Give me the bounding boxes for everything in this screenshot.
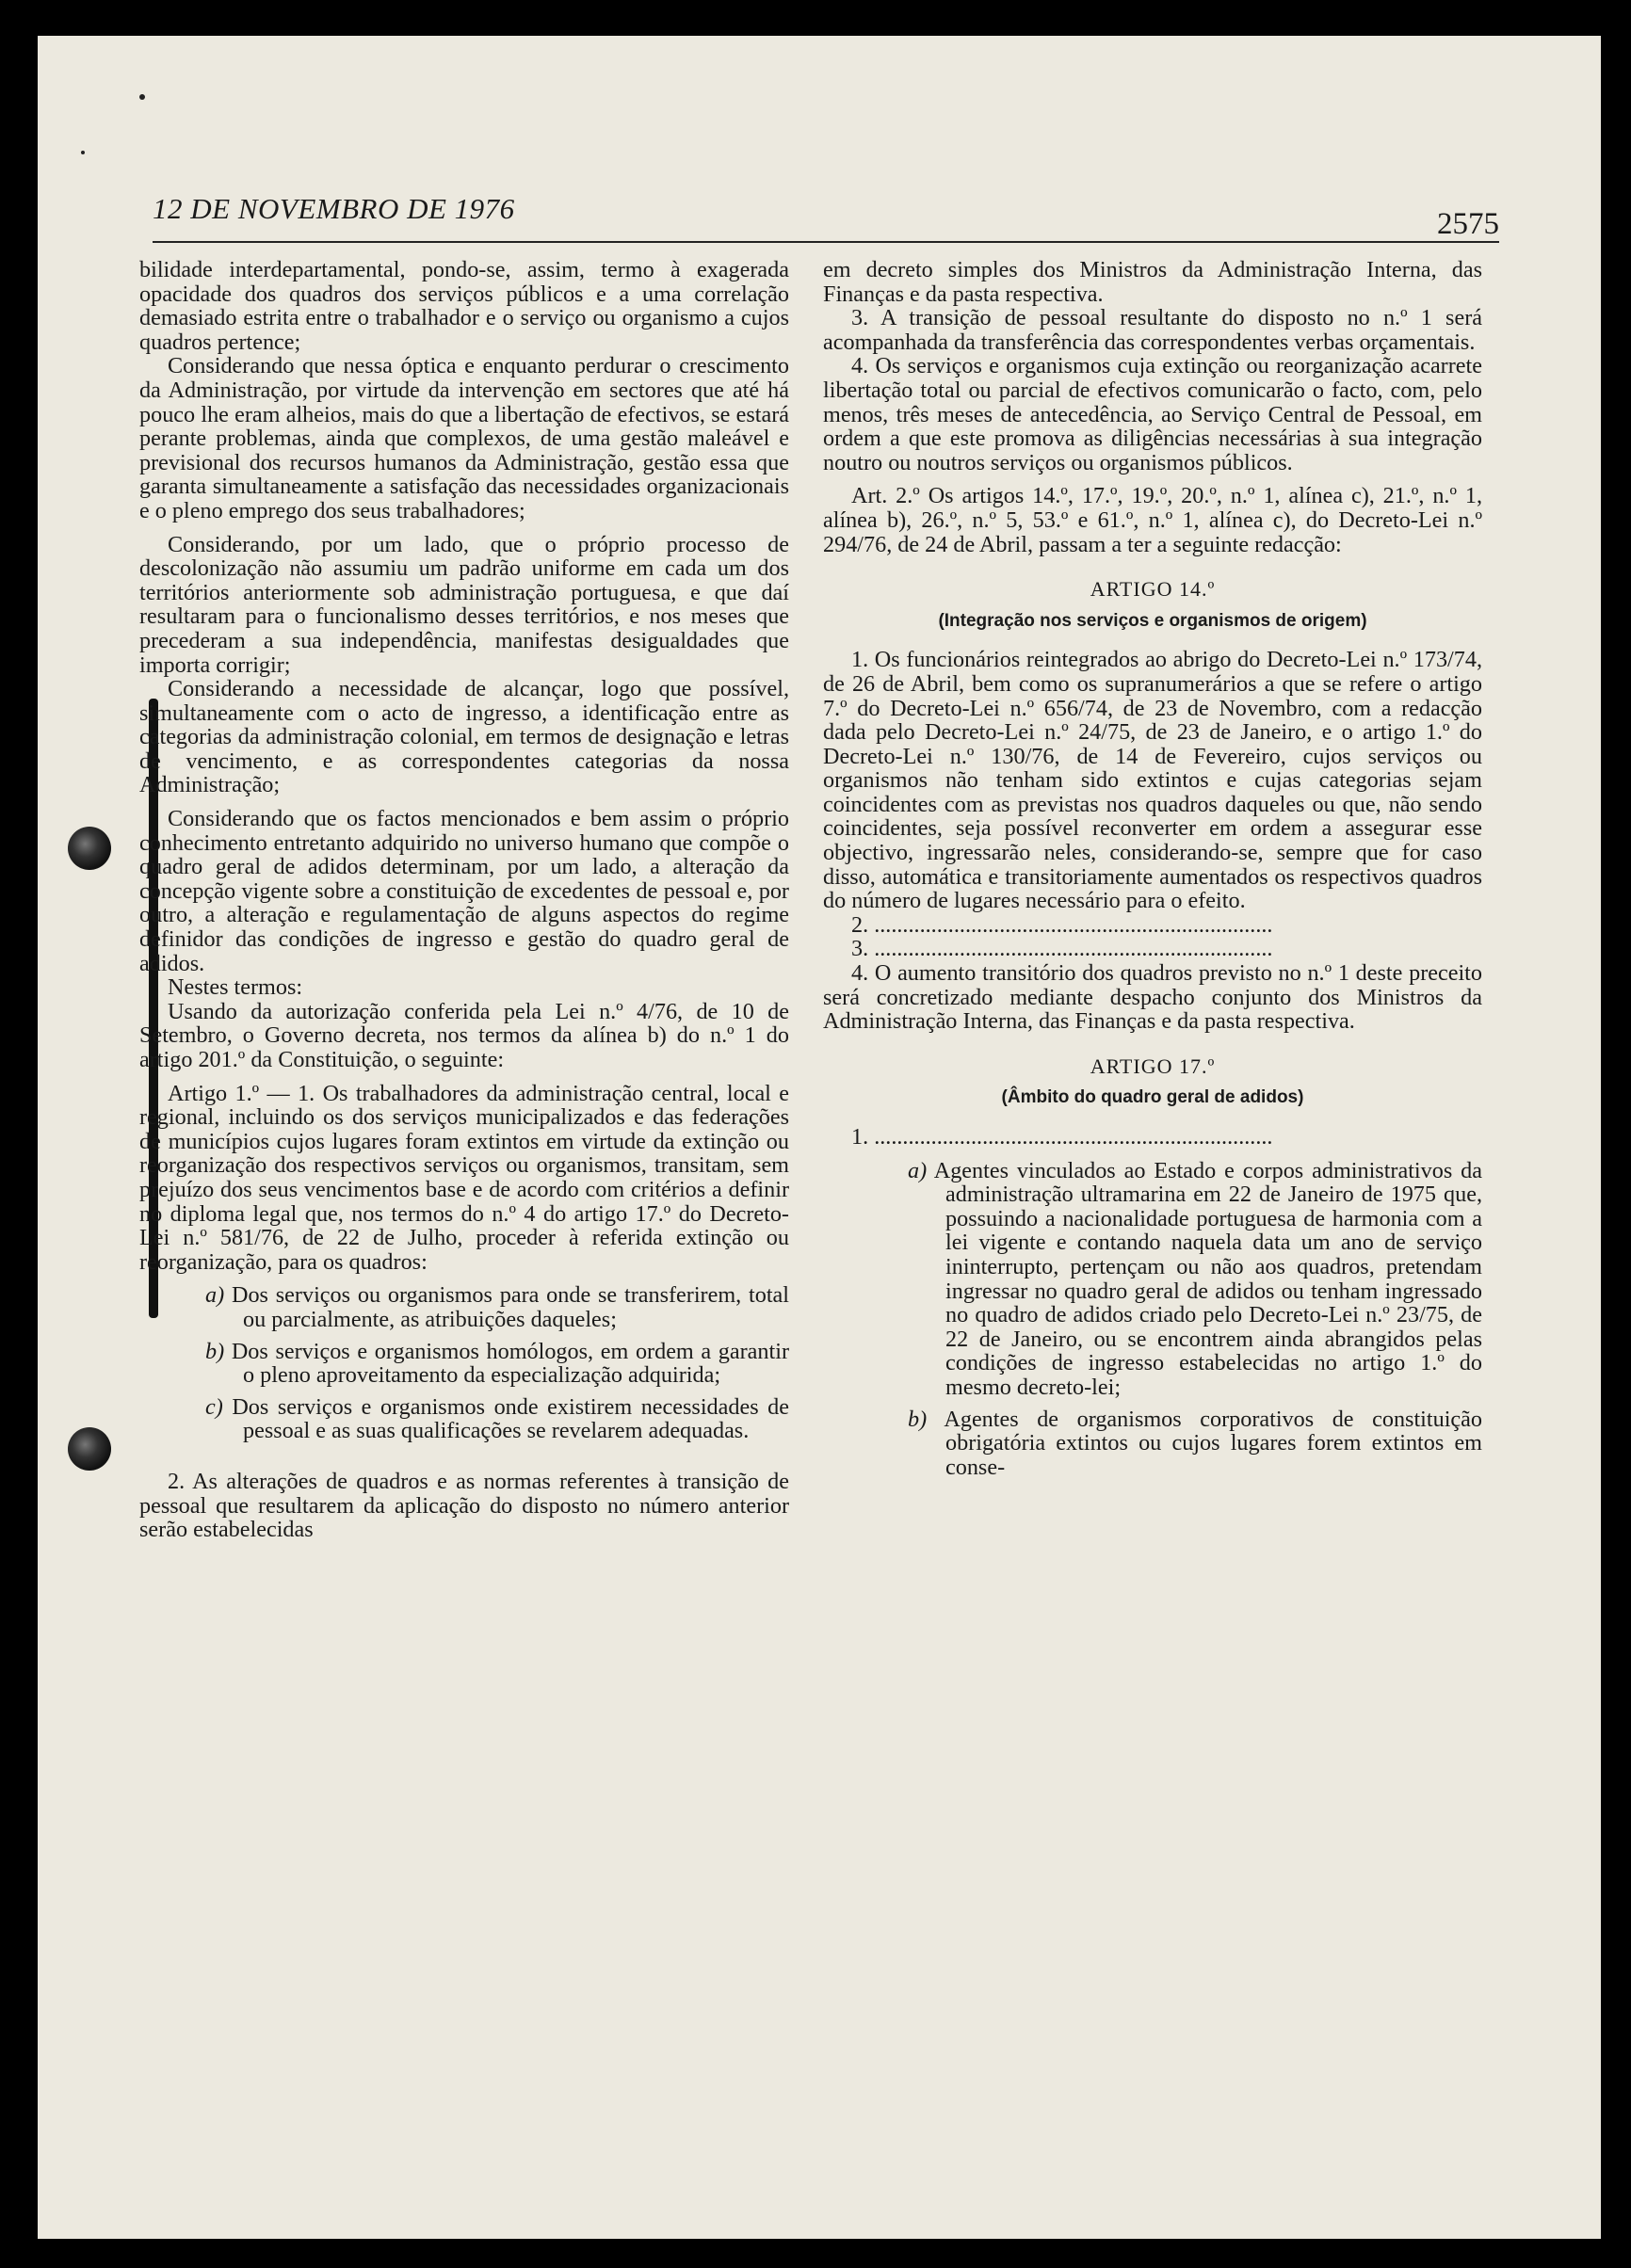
article-subheading: (Âmbito do quadro geral de adidos): [1001, 1087, 1304, 1108]
paragraph: 4. Os serviços e organismos cuja extinção ou reorganização acarrete libertação total ou parcial de efectivos comunicarão o facto, com, pelo menos, três meses de antecedência, ao Serviço Central de Pessoal, em ordem a que este promova as diligências necessárias à sua integração noutro ou noutros serviços ou organismos públicos.: [823, 353, 1482, 475]
item-letter: a): [908, 1157, 928, 1183]
item-letter: b): [908, 1406, 928, 1432]
header-date: 12 DE NOVEMBRO DE 1976: [153, 192, 515, 225]
page-number: 2575: [1437, 207, 1499, 241]
list-item: [823, 1407, 1482, 1480]
paragraph: 2. As alterações de quadros e as normas referentes à transição de pessoal que resultarem da aplicação do disposto no número anterior serão estabelecidas: [139, 1468, 789, 1543]
paragraph: Considerando que os factos mencionados e bem assim o próprio conhecimento entretanto adquirido no universo humano que compõe o quadro geral de adidos determinam, por um lado, a alteração da concepção vigente sobre a constituição de excedentes de pessoal e, por outro, a alteração e regulamentação de alguns aspectos do regime definidor das condições de ingresso e gestão do quadro geral de adidos.: [139, 806, 789, 976]
paragraph: 3. A transição de pessoal resultante do disposto no n.º 1 será acompanhada da transferência das correspondentes verbas orçamentais.: [823, 305, 1482, 355]
paragraph: 3. ......................................................................: [851, 936, 1273, 962]
paragraph: Considerando que nessa óptica e enquanto perdurar o crescimento da Administração, por virtude da intervenção em sectores que até há pouco lhe eram alheios, mais do que a libertação de efectivos, se estará perante problemas, ainda que complexos, de uma gestão maleável e previsional dos recursos humanos da Administração, gestão essa que garanta simultaneamente a satisfação das necessidades organizacionais e o pleno emprego dos seus trabalhadores;: [139, 353, 789, 523]
page-header: [153, 192, 1499, 249]
item-text: Agentes vinculados ao Estado e corpos administrativos da administração ultramarina em 22 de Janeiro de 1975 que, possuindo a nacionalidade portuguesa de harmonia com a lei vigente e contando naquela data um ano de serviço ininterrupto, pertençam ou não aos quadros, pretendam ingressar no quadro geral de adidos ou tenham ingressado no quadro de adidos criado pelo Decreto-Lei n.º 23/75, de 22 de Janeiro, ou se encontrem ainda abrangidos pelas condições de ingresso estabelecidas no artigo 1.º do mesmo decreto-lei;: [933, 1157, 1482, 1400]
paragraph: em decreto simples dos Ministros da Administração Interna, das Finanças e da pasta respectiva.: [823, 257, 1482, 307]
document-page: [38, 36, 1601, 2239]
item-text: Dos serviços e organismos homólogos, em ordem a garantir o pleno aproveitamento da especialização adquirida;: [231, 1338, 790, 1389]
paragraph: 4. O aumento transitório dos quadros previsto no n.º 1 deste preceito será concretizado mediante despacho conjunto dos Ministros da Administração Interna, das Finanças e da pasta respectiva.: [823, 960, 1482, 1035]
item-letter: a): [205, 1282, 225, 1309]
list-item: [823, 1159, 1482, 1400]
article-subheading: (Integração nos serviços e organismos de origem): [938, 610, 1367, 631]
paragraph: Considerando, por um lado, que o próprio processo de descolonização não assumiu um padrão uniforme em cada um dos territórios anteriormente sob administração portuguesa, e que daí resultaram para o funcionalismo desses territórios, e nos meses que precederam a sua independência, manifestas desigualdades que importa corrigir;: [139, 531, 789, 678]
paragraph: Nestes termos:: [168, 974, 303, 1001]
paragraph: Considerando a necessidade de alcançar, logo que possível, simultaneamente com o acto de ingresso, a identificação entre as categorias da administração colonial, em termos de designação e letras de vencimento, e as correspondentes categorias da nossa Administração;: [139, 676, 789, 798]
item-text: Agentes de organismos corporativos de constituição obrigatória extintos ou cujos lugares forem extintos em conse-: [944, 1406, 1482, 1480]
article-paragraph: Artigo 1.º — 1. Os trabalhadores da administração central, local e regional, incluindo os dos serviços municipalizados e das federações de municípios cujos lugares foram extintos em virtude da extinção ou reorganização dos respectivos serviços ou organismos, transitam, sem prejuízo dos seus vencimentos base e de acordo com critérios a definir no diploma legal que, nos termos do n.º 4 do artigo 17.º do Decreto-Lei n.º 581/76, de 22 de Julho, proceder à referida extinção ou reorganização, para os quadros:: [139, 1080, 789, 1275]
article-heading: ARTIGO 14.º: [1090, 577, 1216, 602]
list-item: [139, 1395, 789, 1443]
header-rule: [153, 241, 1499, 243]
item-text: Dos serviços e organismos onde existirem necessidades de pessoal e as suas qualificações se revelarem adequadas.: [232, 1393, 789, 1444]
item-letter: b): [205, 1338, 225, 1364]
left-column: [139, 258, 789, 1542]
paragraph: 1. Os funcionários reintegrados ao abrigo do Decreto-Lei n.º 173/74, de 26 de Abril, bem como os supranumerários a que se refere o artigo 7.º do Decreto-Lei n.º 656/74, de 23 de Novembro, com a redacção dada pelo Decreto-Lei n.º 24/75, de 23 de Janeiro, e o artigo 1.º do Decreto-Lei n.º 130/76, de 14 de Fevereiro, cujos serviços ou organismos não tenham sido extintos e cujas categorias sejam coincidentes com as previstas nos quadros daqueles ou que, não sendo coincidentes, seja possível reconverter em ordem a assegurar esse objectivo, ingressarão neles, considerando-se, sempre que for caso disso, automática e transitoriamente aumentados os respectivos quadros do número de lugares necessário para o efeito.: [823, 647, 1482, 914]
item-text: Dos serviços ou organismos para onde se transferirem, total ou parcialmente, as atribuições daqueles;: [231, 1282, 790, 1332]
paragraph: Art. 2.º Os artigos 14.º, 17.º, 19.º, 20.º, n.º 1, alínea c), 21.º, n.º 1, alínea b), 26.º, n.º 5, 53.º e 61.º, n.º 1, alínea c), do Decreto-Lei n.º 294/76, de 24 de Abril, passam a ter a seguinte redacção:: [823, 483, 1482, 557]
paragraph: 1. ......................................................................: [851, 1124, 1273, 1150]
list-item: [139, 1340, 789, 1388]
article-heading: ARTIGO 17.º: [1090, 1054, 1216, 1078]
binder-hole: [68, 1427, 111, 1471]
ink-speck: [81, 151, 85, 154]
item-letter: c): [205, 1393, 223, 1420]
ink-speck: [139, 94, 145, 100]
binder-hole: [68, 827, 111, 870]
list-item: [139, 1283, 789, 1331]
paragraph: Usando da autorização conferida pela Lei n.º 4/76, de 10 de Setembro, o Governo decreta, nos termos da alínea b) do n.º 1 do artigo 201.º da Constituição, o seguinte:: [139, 998, 789, 1072]
paragraph: bilidade interdepartamental, pondo-se, assim, termo à exagerada opacidade dos quadros dos serviços públicos e a uma correlação demasiado estrita entre o trabalhador e o serviço ou organismo a cujos quadros pertence;: [139, 257, 789, 355]
right-column: [823, 258, 1482, 1487]
paragraph: 2. ......................................................................: [851, 911, 1273, 938]
